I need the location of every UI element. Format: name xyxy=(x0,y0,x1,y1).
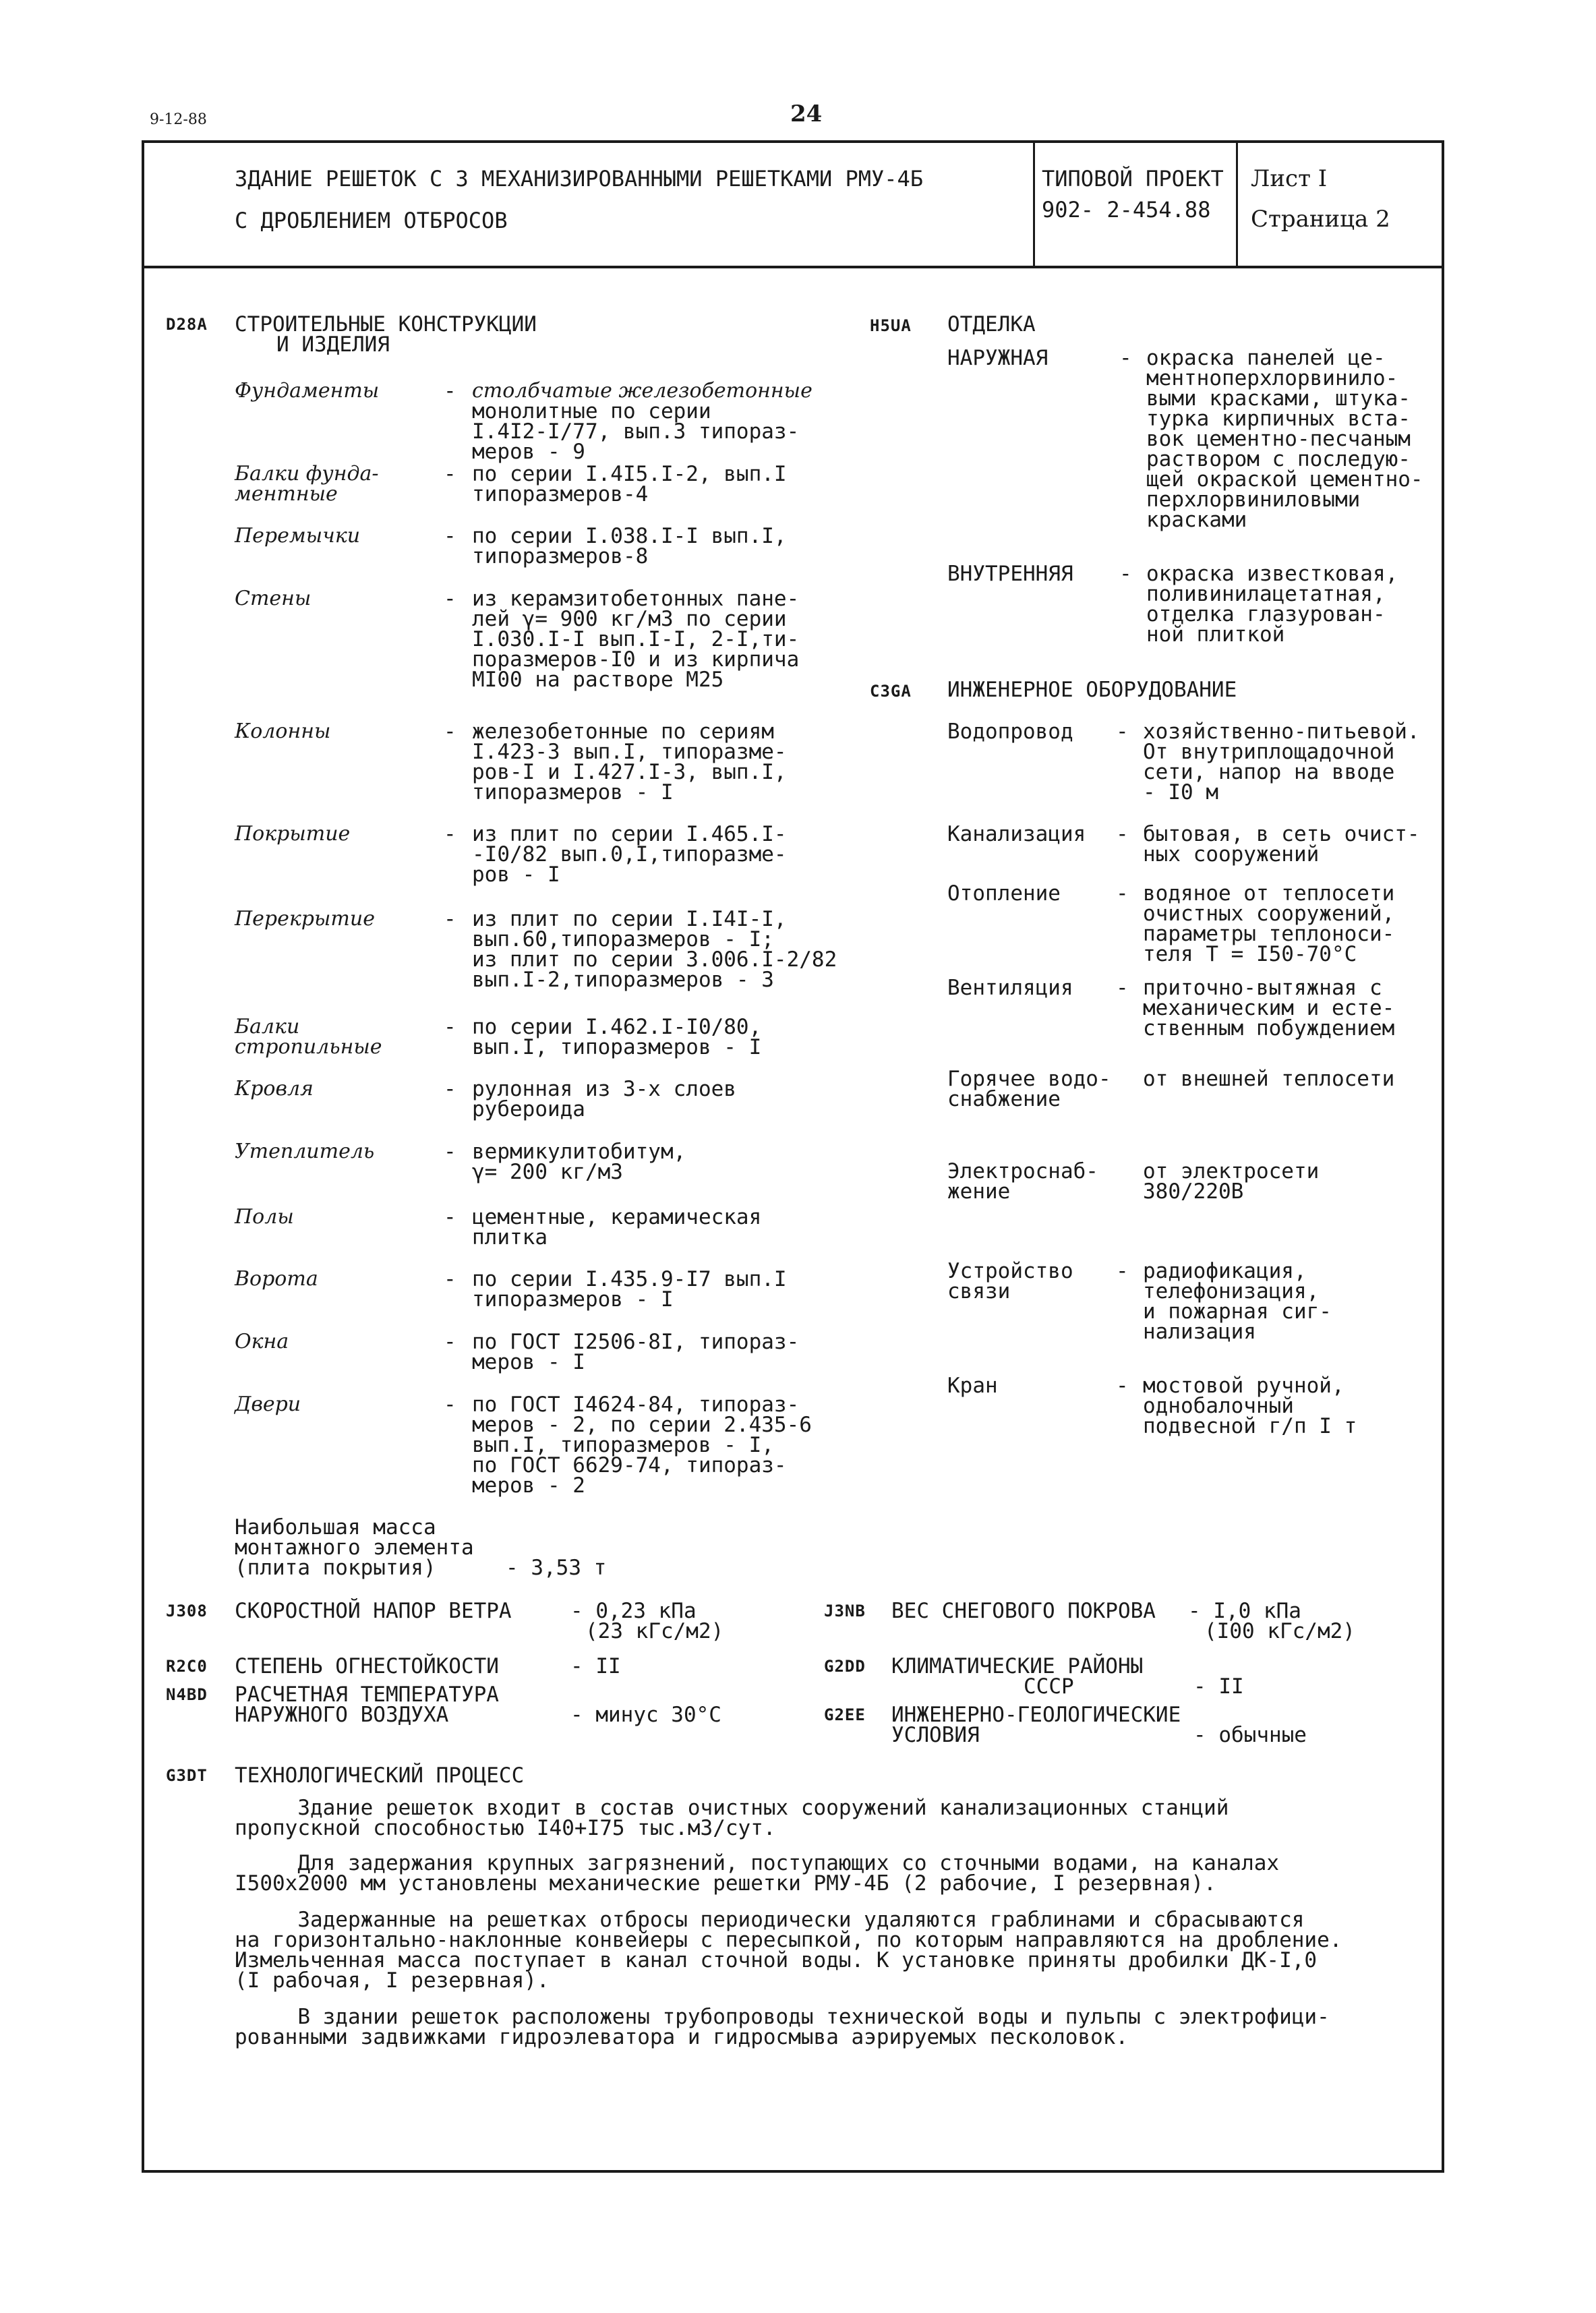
finish-value: выми красками, штука- xyxy=(1146,386,1411,411)
section-code-engineering: C3GA xyxy=(870,682,912,701)
structure-value: рулонная из 3-х слоев xyxy=(472,1077,736,1101)
finish-value: поливинилацетатная, xyxy=(1146,582,1386,606)
structure-value: по серии I.4I5.I-2, вып.I xyxy=(472,462,787,486)
mass-label-2: монтажного элемента xyxy=(235,1535,474,1560)
fire-code: R2C0 xyxy=(166,1657,208,1676)
fire-label: СТЕПЕНЬ ОГНЕСТОЙКОСТИ xyxy=(235,1654,499,1678)
structure-value: плитка xyxy=(472,1225,548,1250)
finish-dash: - xyxy=(1119,346,1132,370)
process-line: пропускной способностью I40+I75 тыс.м3/сут. xyxy=(235,1816,776,1840)
engineering-name: Горячее водо- xyxy=(947,1067,1111,1091)
engineering-value: хозяйственно-питьевой. xyxy=(1143,720,1420,744)
structure-name: Утеплитель xyxy=(235,1140,375,1163)
structure-value: из плит по серии I.465.I- xyxy=(472,822,787,846)
snow-code: J3NB xyxy=(824,1602,866,1620)
structure-name: Окна xyxy=(235,1330,289,1353)
temperature-label-2: НАРУЖНОГО ВОЗДУХА xyxy=(235,1703,449,1727)
temperature-label-1: РАСЧЕТНАЯ ТЕМПЕРАТУРА xyxy=(235,1682,499,1707)
structure-name: Ворота xyxy=(235,1267,318,1291)
structure-name: Перемычки xyxy=(235,524,361,548)
finish-value: отделка глазурован- xyxy=(1146,602,1386,626)
finish-value: ментноперхлорвинило- xyxy=(1146,366,1398,390)
title-block-divider-2 xyxy=(1236,142,1238,267)
engineering-value: приточно-вытяжная с xyxy=(1143,976,1382,1000)
structure-dash: - xyxy=(444,1330,456,1354)
section-title-engineering: ИНЖЕНЕРНОЕ ОБОРУДОВАНИЕ xyxy=(947,678,1237,702)
structure-dash: - xyxy=(444,1077,456,1101)
finish-name: НАРУЖНАЯ xyxy=(947,346,1048,370)
engineering-name: Канализация xyxy=(947,822,1086,846)
structure-value: меров - 2, по серии 2.435-6 xyxy=(472,1413,812,1437)
structure-dash: - xyxy=(444,822,456,846)
climate-label-2: СССР xyxy=(1024,1674,1074,1699)
structure-value: вып.I, типоразмеров - I, xyxy=(472,1433,774,1457)
structure-dash: - xyxy=(444,524,456,548)
fire-value: - II xyxy=(570,1654,621,1678)
structure-value: типоразмеров - I xyxy=(472,1287,674,1312)
project-label: ТИПОВОЙ ПРОЕКТ xyxy=(1042,166,1224,192)
engineering-value: от внешней теплосети xyxy=(1143,1067,1395,1091)
process-line: Задержанные на решетках отбросы периодически удаляются граблинами и сбрасываются xyxy=(235,1908,1305,1932)
structure-dash: - xyxy=(444,587,456,611)
structure-value: столбчатые железобетонные xyxy=(472,379,812,403)
process-code: G3DT xyxy=(166,1766,208,1785)
structure-value: ров-I и I.427.I-3, вып.I, xyxy=(472,760,787,784)
engineering-value: ных сооружений xyxy=(1143,842,1320,867)
engineering-dash: - xyxy=(1116,1259,1129,1283)
structure-name: Фундаменты xyxy=(235,379,380,403)
process-line: Для задержания крупных загрязнений, поступающих со сточными водами, на каналах xyxy=(235,1851,1280,1875)
snow-value-1: - I,0 кПа xyxy=(1188,1599,1301,1623)
finish-value: раствором с последую- xyxy=(1146,447,1411,471)
geology-label-1: ИНЖЕНЕРНО-ГЕОЛОГИЧЕСКИЕ xyxy=(891,1703,1181,1727)
engineering-name: Устройство xyxy=(947,1259,1073,1283)
finish-value: окраска панелей це- xyxy=(1146,346,1386,370)
structure-value: γ= 200 кг/м3 xyxy=(472,1160,623,1184)
engineering-value: бытовая, в сеть очист- xyxy=(1143,822,1420,846)
engineering-dash: - xyxy=(1116,1374,1129,1398)
process-line: на горизонтально-наклонные конвейеры с пересыпкой, по которым направляются на дробление. xyxy=(235,1928,1342,1952)
engineering-value: параметры теплоноси- xyxy=(1143,922,1395,946)
wind-code: J308 xyxy=(166,1602,208,1620)
structure-value: железобетонные по сериям xyxy=(472,720,774,744)
structure-name: Полы xyxy=(235,1205,294,1229)
structure-value: рубероида xyxy=(472,1097,585,1121)
section-title-structures-1: СТРОИТЕЛЬНЫЕ КОНСТРУКЦИИ xyxy=(235,312,537,336)
section-code-structures: D28A xyxy=(166,315,208,334)
mass-value: - 3,53 т xyxy=(506,1556,607,1580)
structure-dash: - xyxy=(444,720,456,744)
engineering-value: очистных сооружений, xyxy=(1143,902,1395,926)
mass-label-1: Наибольшая масса xyxy=(235,1515,436,1540)
process-line: В здании решеток расположены трубопроводы технической воды и пульпы с электрофици- xyxy=(235,2005,1330,2029)
process-title: ТЕХНОЛОГИЧЕСКИЙ ПРОЦЕСС xyxy=(235,1763,525,1788)
structure-value: по ГОСТ I4624-84, типораз- xyxy=(472,1393,800,1417)
structure-name: Покрытие xyxy=(235,822,351,846)
engineering-dash: - xyxy=(1116,720,1129,744)
finish-value: красками xyxy=(1146,508,1247,532)
geology-label-2: УСЛОВИЯ xyxy=(891,1723,980,1747)
engineering-value: подвесной г/п I т xyxy=(1143,1414,1357,1438)
engineering-value: водяное от теплосети xyxy=(1143,881,1395,906)
structure-value: вып.I, типоразмеров - I xyxy=(472,1035,762,1059)
title-block-divider-1 xyxy=(1033,142,1035,267)
process-line: рованными задвижками гидроэлеватора и гидросмыва аэрируемых песколовок. xyxy=(235,2025,1129,2049)
structure-name: Колонны xyxy=(235,720,331,743)
structure-value: из плит по серии 3.006.I-2/82 xyxy=(472,947,837,972)
finish-value: турка кирпичных вста- xyxy=(1146,407,1411,431)
title-block-bottom-rule xyxy=(142,266,1444,268)
structure-value: ров - I xyxy=(472,862,560,887)
geology-code: G2EE xyxy=(824,1705,866,1724)
process-line: I500х2000 мм установлены механические решетки РМУ-4Б (2 рабочие, I резервная). xyxy=(235,1871,1216,1896)
section-title-finish: ОТДЕЛКА xyxy=(947,312,1036,336)
structure-value: типоразмеров - I xyxy=(472,780,674,804)
structure-value: из керамзитобетонных пане- xyxy=(472,587,800,611)
engineering-dash: - xyxy=(1116,822,1129,846)
structure-value: цементные, керамическая xyxy=(472,1205,762,1229)
process-line: Измельченная масса поступает в канал сточной воды. К установке приняты дробилки ДК-I,0 xyxy=(235,1948,1318,1972)
engineering-value: от электросети xyxy=(1143,1159,1320,1183)
structure-value: I.423-3 вып.I, типоразме- xyxy=(472,740,787,764)
engineering-name: Электроснаб- xyxy=(947,1159,1098,1183)
finish-value: окраска известковая, xyxy=(1146,562,1398,586)
structure-value: лей γ= 900 кг/м3 по серии xyxy=(472,607,787,631)
finish-value: ной плиткой xyxy=(1146,622,1285,647)
engineering-value: однобалочный xyxy=(1143,1394,1294,1418)
structure-dash: - xyxy=(444,1393,456,1417)
section-title-structures-2: И ИЗДЕЛИЯ xyxy=(276,332,390,357)
structure-value: меров - 9 xyxy=(472,440,585,464)
engineering-name: Водопровод xyxy=(947,720,1073,744)
document-title-line-1: ЗДАНИЕ РЕШЕТОК С 3 МЕХАНИЗИРОВАННЫМИ РЕШЕТКАМИ РМУ-4Б xyxy=(235,166,924,192)
process-line: (I рабочая, I резервная). xyxy=(235,1968,550,1993)
page-label: Страница 2 xyxy=(1251,206,1390,233)
page-number: 24 xyxy=(790,100,823,127)
structure-name: Стены xyxy=(235,587,312,610)
snow-value-2: (I00 кГс/м2) xyxy=(1204,1619,1355,1643)
structure-value: МI00 на растворе М25 xyxy=(472,668,724,692)
structure-dash: - xyxy=(444,379,456,403)
engineering-name: жение xyxy=(947,1179,1011,1204)
finish-dash: - xyxy=(1119,562,1132,586)
structure-value: меров - 2 xyxy=(472,1473,585,1498)
document-title-line-2: С ДРОБЛЕНИЕМ ОТБРОСОВ xyxy=(235,208,508,233)
structure-value: по ГОСТ 6629-74, типораз- xyxy=(472,1453,787,1477)
structure-value: по ГОСТ I2506-8I, типораз- xyxy=(472,1330,800,1354)
structure-dash: - xyxy=(444,1205,456,1229)
structure-name: стропильные xyxy=(235,1035,382,1059)
structure-name: Балки xyxy=(235,1015,300,1038)
climate-value: - II xyxy=(1193,1674,1244,1699)
structure-name: Перекрытие xyxy=(235,907,375,931)
structure-value: вермикулитобитум, xyxy=(472,1140,686,1164)
date-code: 9-12-88 xyxy=(150,111,207,128)
engineering-name: Кран xyxy=(947,1374,998,1398)
structure-name: Двери xyxy=(235,1393,301,1416)
section-code-finish: H5UA xyxy=(870,316,912,335)
engineering-value: теля Т = I50-70°С xyxy=(1143,942,1357,966)
finish-value: перхлорвиниловыми xyxy=(1146,488,1361,512)
engineering-name: снабжение xyxy=(947,1087,1061,1111)
sheet-label: Лист I xyxy=(1251,165,1328,192)
structure-name: Кровля xyxy=(235,1077,314,1101)
geology-value: - обычные xyxy=(1193,1723,1307,1747)
engineering-value: механическим и есте- xyxy=(1143,996,1395,1020)
structure-value: поразмеров-I0 и из кирпича xyxy=(472,647,800,672)
structure-value: по серии I.038.I-I вып.I, xyxy=(472,524,787,548)
process-line: Здание решеток входит в состав очистных сооружений канализационных станций xyxy=(235,1796,1229,1820)
temperature-code: N4BD xyxy=(166,1685,208,1704)
structure-value: по серии I.462.I-I0/80, xyxy=(472,1015,762,1039)
structure-value: монолитные по серии xyxy=(472,399,711,423)
climate-code: G2DD xyxy=(824,1657,866,1676)
structure-name: ментные xyxy=(235,482,338,506)
engineering-name: Отопление xyxy=(947,881,1061,906)
structure-value: меров - I xyxy=(472,1350,585,1374)
structure-value: I.4I2-I/77, вып.3 типораз- xyxy=(472,419,800,444)
structure-value: вып.I-2,типоразмеров - 3 xyxy=(472,968,774,992)
engineering-value: нализация xyxy=(1143,1320,1256,1344)
engineering-value: мостовой ручной, xyxy=(1143,1374,1344,1398)
structure-value: -I0/82 вып.0,I,типоразме- xyxy=(472,842,787,867)
engineering-dash: - xyxy=(1116,976,1129,1000)
structure-dash: - xyxy=(444,1015,456,1039)
finish-value: щей окраской цементно- xyxy=(1146,467,1423,492)
engineering-value: От внутриплощадочной xyxy=(1143,740,1395,764)
engineering-value: радиофикация, xyxy=(1143,1259,1307,1283)
snow-label: ВЕС СНЕГОВОГО ПОКРОВА xyxy=(891,1599,1156,1623)
structure-value: типоразмеров-4 xyxy=(472,482,649,506)
engineering-dash: - xyxy=(1116,881,1129,906)
engineering-value: ственным побуждением xyxy=(1143,1016,1395,1041)
mass-label-3: (плита покрытия) xyxy=(235,1556,436,1580)
structure-dash: - xyxy=(444,462,456,486)
structure-dash: - xyxy=(444,907,456,931)
structure-value: по серии I.435.9-I7 вып.I xyxy=(472,1267,787,1291)
finish-name: ВНУТРЕННЯЯ xyxy=(947,562,1073,586)
structure-value: из плит по серии I.I4I-I, xyxy=(472,907,787,931)
engineering-value: 380/220В xyxy=(1143,1179,1244,1204)
climate-label-1: КЛИМАТИЧЕСКИЕ РАЙОНЫ xyxy=(891,1654,1144,1678)
engineering-value: и пожарная сиг- xyxy=(1143,1299,1332,1324)
wind-label: СКОРОСТНОЙ НАПОР ВЕТРА xyxy=(235,1599,512,1623)
structure-value: вып.60,типоразмеров - I; xyxy=(472,927,774,951)
structure-dash: - xyxy=(444,1267,456,1291)
finish-value: вок цементно-песчаным xyxy=(1146,427,1411,451)
engineering-name: Вентиляция xyxy=(947,976,1073,1000)
engineering-name: связи xyxy=(947,1279,1011,1304)
structure-value: типоразмеров-8 xyxy=(472,544,649,568)
wind-value-2: (23 кГс/м2) xyxy=(585,1619,724,1643)
temperature-value: - минус 30°С xyxy=(570,1703,721,1727)
engineering-value: телефонизация, xyxy=(1143,1279,1320,1304)
wind-value-1: - 0,23 кПа xyxy=(570,1599,697,1623)
engineering-value: - I0 м xyxy=(1143,780,1218,804)
structure-dash: - xyxy=(444,1140,456,1164)
structure-name: Балки фунда- xyxy=(235,462,379,486)
project-number: 902- 2-454.88 xyxy=(1042,197,1211,223)
structure-value: I.030.I-I вып.I-I, 2-I,ти- xyxy=(472,627,800,651)
engineering-value: сети, напор на вводе xyxy=(1143,760,1395,784)
